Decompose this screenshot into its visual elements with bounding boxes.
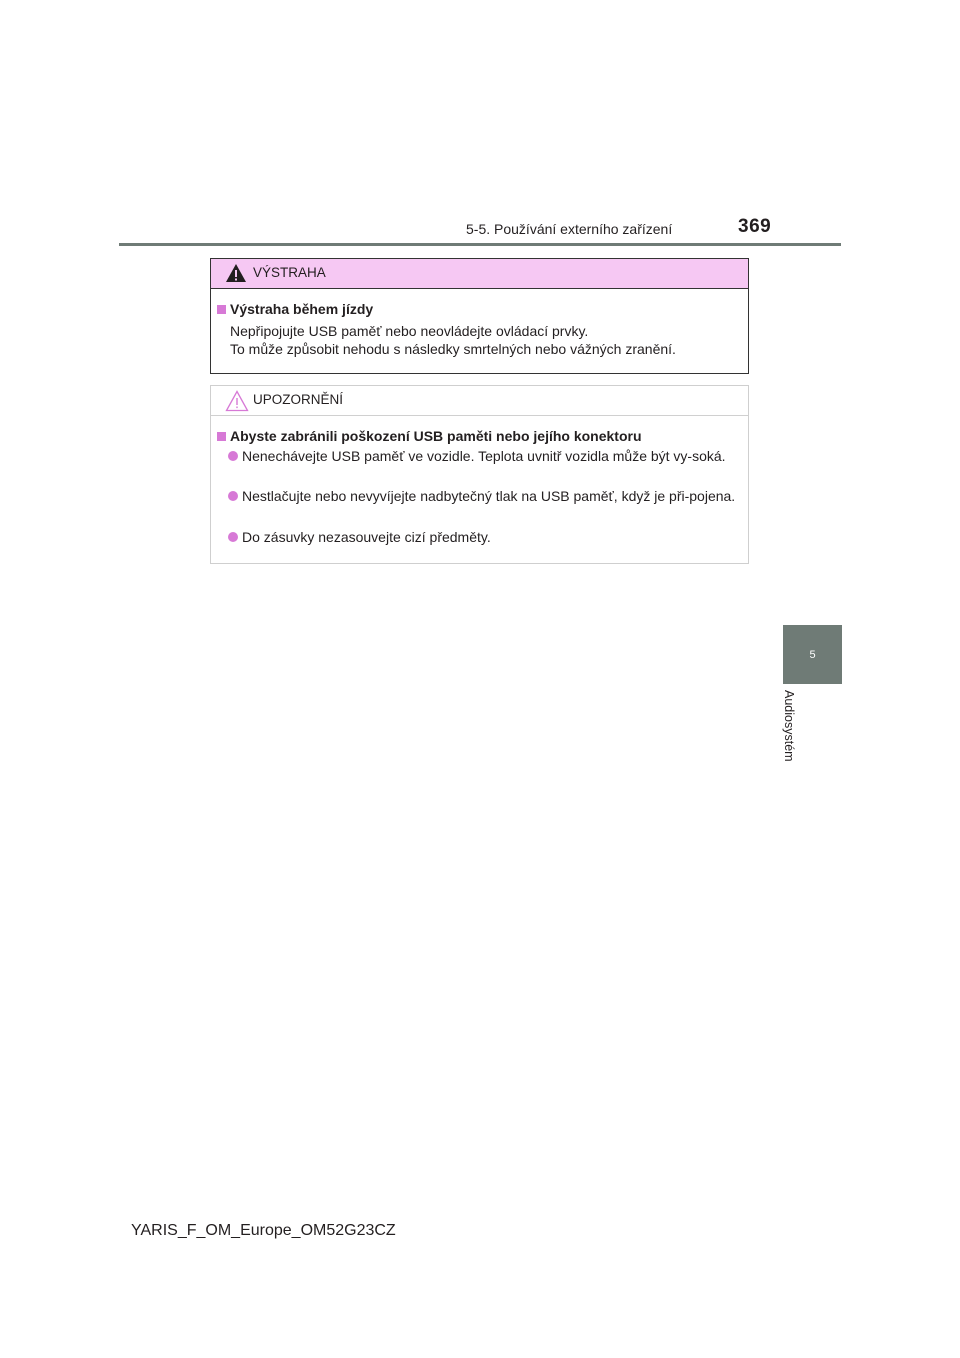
caution-item-title: Abyste zabránili poškození USB paměti nebo jejího konektoru: [217, 428, 642, 444]
caution-bullet-3: Do zásuvky nezasouvejte cizí předměty.: [228, 528, 743, 547]
chapter-tab: [783, 625, 842, 684]
warning-box: [210, 258, 749, 374]
warning-header: [211, 259, 748, 289]
caution-bullet-1: Nenechávejte USB paměť ve vozidle. Teplota uvnitř vozidla může být vy-soká.: [228, 447, 743, 466]
caution-title: UPOZORNĚNÍ: [253, 392, 344, 407]
caution-triangle-icon: [225, 390, 249, 412]
square-bullet-icon: [217, 305, 226, 314]
page-number: 369: [738, 216, 772, 237]
chapter-number: 5: [809, 648, 816, 661]
chapter-label: Audiosystém: [782, 690, 796, 762]
caution-header: [211, 386, 748, 416]
caution-box: [210, 385, 749, 564]
warning-triangle-icon: [225, 263, 247, 283]
warning-line-1: Nepřipojujte USB paměť nebo neovládejte ovládací prvky.: [230, 323, 589, 339]
warning-line-2: To může způsobit nehodu s následky smrtelných nebo vážných zranění.: [230, 341, 676, 357]
circle-bullet-icon: [228, 451, 238, 461]
header-rule: [119, 243, 841, 246]
warning-item-title: Výstraha během jízdy: [217, 301, 373, 317]
section-title: 5-5. Používání externího zařízení: [466, 221, 673, 237]
caution-bullet-2: Nestlačujte nebo nevyvíjejte nadbytečný tlak na USB paměť, když je při-pojena.: [228, 487, 743, 506]
circle-bullet-icon: [228, 532, 238, 542]
circle-bullet-icon: [228, 491, 238, 501]
square-bullet-icon: [217, 432, 226, 441]
warning-title: VÝSTRAHA: [253, 265, 326, 280]
footer-code: YARIS_F_OM_Europe_OM52G23CZ: [131, 1222, 396, 1239]
